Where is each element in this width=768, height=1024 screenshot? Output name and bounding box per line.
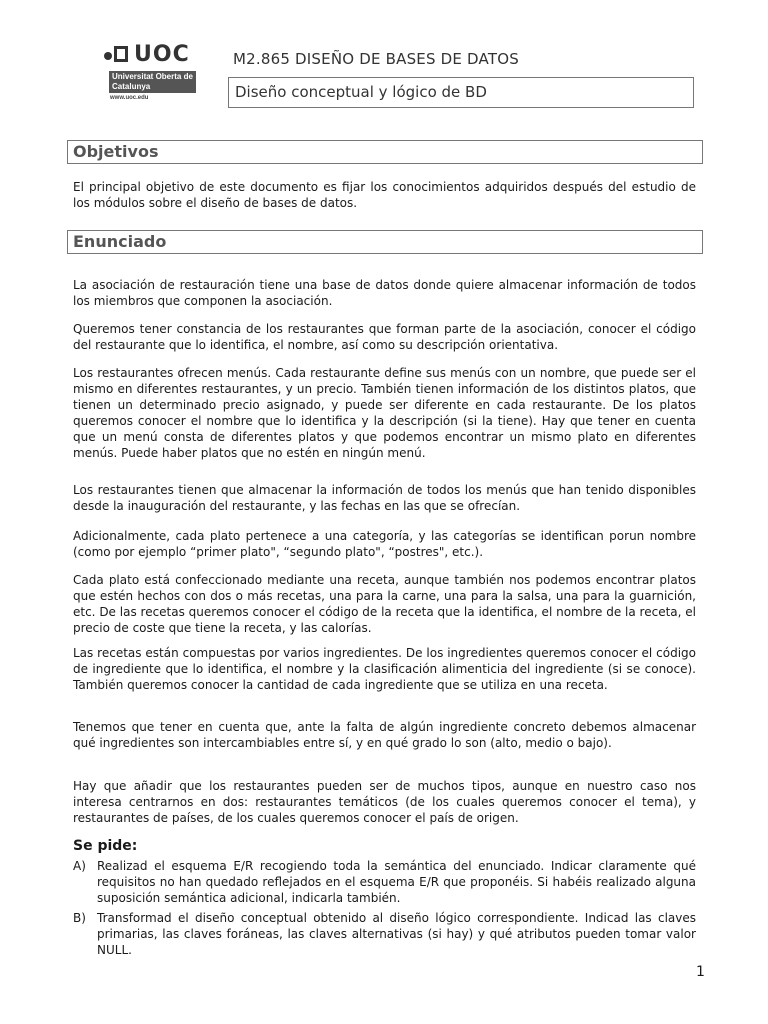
- course-title: M2.865 DISEÑO DE BASES DE DATOS: [233, 50, 519, 68]
- se-pide-heading: Se pide:: [73, 838, 138, 854]
- logo-url: www.uoc.edu: [110, 95, 149, 101]
- enunciado-paragraph: La asociación de restauración tiene una base de datos donde quiere almacenar información de todos los miembros que componen la asociación.: [73, 278, 696, 308]
- enunciado-paragraph: Tenemos que tener en cuenta que, ante la falta de algún ingrediente concreto debemos almacenar qué ingredientes son intercambiables entre sí, y en qué grado lo son (alto, medio o bajo).: [73, 720, 696, 750]
- item-text: Transformad el diseño conceptual obtenido al diseño lógico correspondiente. Indicad las claves primarias, las claves foráneas, las claves alternativas (si hay) y qué atributos pueden tomar valor NULL.: [97, 911, 696, 957]
- item-text: Realizad el esquema E/R recogiendo toda la semántica del enunciado. Indicar claramente qué requisitos no han quedado reflejados en el esquema E/R que proponéis. Si habéis realizado alguna suposición semántica adicional, indicarla también.: [97, 859, 696, 905]
- logo-university-name: Universitat Oberta de Catalunya: [109, 71, 196, 93]
- section-title: Objetivos: [73, 142, 159, 161]
- enunciado-paragraph: Adicionalmente, cada plato pertenece a una categoría, y las categorías se identifican porun nombre (como por ejemplo “primer plato", “segundo plato", “postres", etc.).: [73, 529, 696, 559]
- enunciado-paragraph: Las recetas están compuestas por varios ingredientes. De los ingredientes queremos conocer el código de ingrediente que lo identifica, el nombre y la clasificación alimenticia del ingrediente (si se conoce). También queremos conocer la cantidad de cada ingrediente que se utiliza en una receta.: [73, 646, 696, 692]
- item-marker: A): [73, 859, 86, 873]
- document-subtitle: Diseño conceptual y lógico de BD: [235, 83, 487, 101]
- enunciado-paragraph: Los restaurantes tienen que almacenar la información de todos los menús que han tenido disponibles desde la inauguración del restaurante, y las fechas en las que se ofrecían.: [73, 483, 696, 513]
- objetivos-paragraph: El principal objetivo de este documento es fijar los conocimientos adquiridos después del estudio de los módulos sobre el diseño de bases de datos.: [73, 180, 696, 210]
- section-title: Enunciado: [73, 232, 167, 251]
- enunciado-paragraph: Los restaurantes ofrecen menús. Cada restaurante define sus menús con un nombre, que puede ser el mismo en diferentes restaurantes, y un precio. También tienen información de los distintos platos, que tienen un determinado precio asignado, y puede ser diferente en cada restaurante. De los platos queremos conocer el nombre que lo identifica y la descripción (si la tiene). Hay que tener en cuenta que un menú consta de diferentes platos y que podemos encontrar un mismo plato en diferentes menús. Puede haber platos que no estén en ningún menú.: [73, 366, 696, 460]
- page-number: 1: [696, 964, 705, 980]
- logo-mark-icon: [104, 46, 130, 66]
- enunciado-paragraph: Queremos tener constancia de los restaurantes que forman parte de la asociación, conocer el código del restaurante que lo identifica, el nombre, así como su descripción orientativa.: [73, 322, 696, 352]
- subtitle-box: [228, 77, 694, 108]
- section-header-objetivos: [67, 140, 703, 164]
- uoc-logo: [104, 44, 200, 106]
- section-header-enunciado: [67, 230, 703, 254]
- item-marker: B): [73, 911, 86, 925]
- enunciado-paragraph: Cada plato está confeccionado mediante una receta, aunque también nos podemos encontrar platos que estén hechos con dos o más recetas, una para la carne, una para la salsa, una para la guarnición, etc. De las recetas queremos conocer el código de la receta que la identifica, el nombre de la receta, el precio de coste que tiene la receta, y las calorías.: [73, 573, 696, 635]
- logo-wordmark: UOC: [134, 42, 190, 67]
- enunciado-paragraph: Hay que añadir que los restaurantes pueden ser de muchos tipos, aunque en nuestro caso nos interesa centrarnos en dos: restaurantes temáticos (de los cuales queremos conocer el tema), y restaurantes de países, de los cuales queremos conocer el país de origen.: [73, 779, 696, 825]
